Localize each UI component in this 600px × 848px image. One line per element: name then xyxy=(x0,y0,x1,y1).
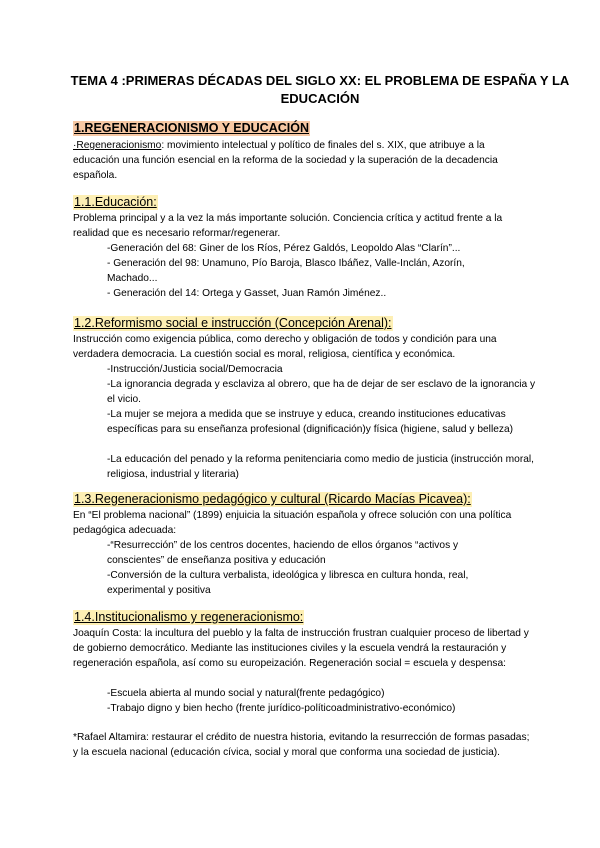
list-item: - Generación del 14: Ortega y Gasset, Juan Ramón Jiménez.. xyxy=(107,288,387,299)
institucionalismo-paragraph: Joaquín Costa: la incultura del pueblo y la falta de instrucción frustran cualquier proceso de libertad y de gobierno democrático. Mediante las instituciones civiles y la escuela vendrá la restauración y regeneración española, así como su europeización. Regeneración social = escuela y despensa: xyxy=(73,628,529,669)
pedagogico-paragraph: En “El problema nacional” (1899) enjuicia la situación española y ofrece solución con una política pedagógica adecuada: xyxy=(73,510,512,536)
list-item: -Escuela abierta al mundo social y natural(frente pedagógico) xyxy=(107,688,385,699)
note-altamira: *Rafael Altamira: restaurar el crédito de nuestra historia, evitando la resurrección de formas pasadas; y la escuela nacional (educación cívica, social y moral que conforma una sociedad de justicia). xyxy=(73,732,530,758)
subheading-educacion: 1.1.Educación: xyxy=(74,195,157,209)
definition-text: : movimiento intelectual y político de finales del s. XIX, que atribuye a la educación una función esencial en la reforma de la sociedad y la superación de la decadencia española. xyxy=(73,140,498,181)
section-heading-regeneracionismo: 1.REGENERACIONISMO Y EDUCACIÓN xyxy=(74,121,309,135)
subheading-reformismo: 1.2.Reformismo social e instrucción (Concepción Arenal): xyxy=(74,316,392,330)
subheading-institucionalismo: 1.4.Institucionalismo y regeneracionismo: xyxy=(74,610,304,624)
educacion-paragraph: Problema principal y a la vez la más importante solución. Conciencia crítica y actitud frente a la realidad que es necesario reformar/regenerar. xyxy=(73,213,503,239)
list-item: - Generación del 98: Unamuno, Pío Baroja, Blasco Ibáñez, Valle-Inclán, Azorín, Machado... xyxy=(107,258,465,284)
term-regeneracionismo: ·Regeneracionismo xyxy=(73,140,162,151)
list-item: -Conversión de la cultura verbalista, ideológica y libresca en cultura honda, real, experimental y positiva xyxy=(107,570,469,596)
page-title: TEMA 4 :PRIMERAS DÉCADAS DEL SIGLO XX: EL PROBLEMA DE ESPAÑA Y LA EDUCACIÓN xyxy=(70,73,570,106)
subheading-pedagogico: 1.3.Regeneracionismo pedagógico y cultural (Ricardo Macías Picavea): xyxy=(74,492,471,506)
list-item: -La ignorancia degrada y esclaviza al obrero, que ha de dejar de ser esclavo de la ignorancia y el vicio. xyxy=(107,379,536,405)
list-item: -Generación del 68: Giner de los Ríos, Pérez Galdós, Leopoldo Alas “Clarín”... xyxy=(107,243,461,254)
list-item: -La educación del penado y la reforma penitenciaria como medio de justicia (instrucción moral, religiosa, industrial y literaria) xyxy=(107,454,534,480)
list-item: -La mujer se mejora a medida que se instruye y educa, creando instituciones educativas específicas para su enseñanza profesional (dignificación)y física (higiene, salud y belleza) xyxy=(107,409,514,435)
list-item: -“Resurrección” de los centros docentes, haciendo de ellos órganos “activos y conscientes” de enseñanza positiva y educación xyxy=(107,540,459,566)
list-item: -Trabajo digno y bien hecho (frente jurídico-políticoadministrativo-económico) xyxy=(107,703,456,714)
reformismo-paragraph: Instrucción como exigencia pública, como derecho y obligación de todos y condición para una verdadera democracia. La cuestión social es moral, religiosa, científica y económica. xyxy=(73,334,497,360)
section-definition xyxy=(73,138,533,183)
list-item: -Instrucción/Justicia social/Democracia xyxy=(107,364,283,375)
